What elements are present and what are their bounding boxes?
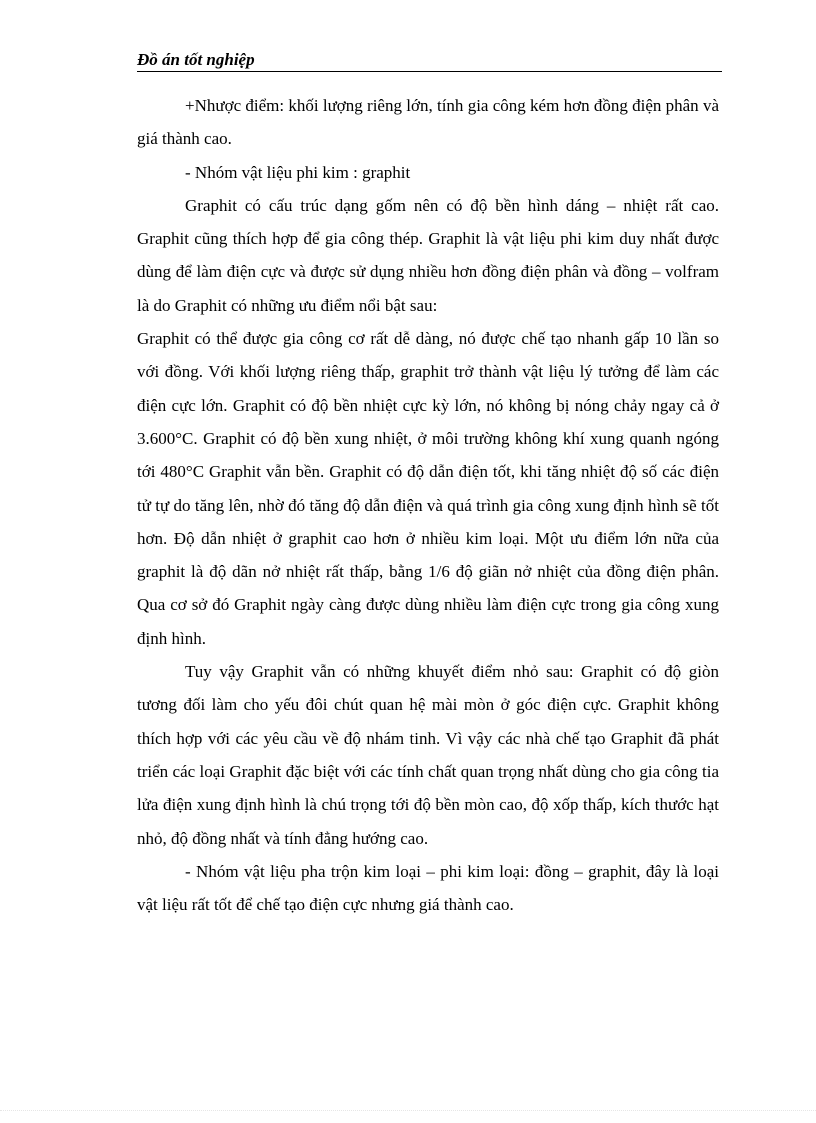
paragraph-mixed-materials: - Nhóm vật liệu pha trộn kim loại – phi kim loại: đồng – graphit, đây là loại vật liệu rất tốt để chế tạo điện cực nhưng giá thành cao. [137, 861, 719, 915]
header-divider [137, 71, 722, 72]
page-header-title: Đồ án tốt nghiệp [137, 50, 255, 69]
paragraph-graphite-drawbacks: Tuy vậy Graphit vẫn có những khuyết điểm nhỏ sau: Graphit có độ giòn tương đối làm cho yếu đôi chút quan hệ mài mòn ở góc điện cực. Graphit không thích hợp với các yêu cầu về độ nhám tinh. Vì vậy các nhà chế tạo Graphit đã phát triển các loại Graphit đặc biệt với các tính chất quan trọng nhất dùng cho gia công tia lửa điện xung định hình là chú trọng tới độ bền mòn cao, độ xốp thấp, kích thước hạt nhỏ, độ đồng nhất và tính đẳng hướng cao. [137, 662, 719, 848]
paragraph-graphite-structure: Graphit có cấu trúc dạng gốm nên có độ bền hình dáng – nhiệt rất cao. Graphit cũng thích hợp để gia công thép. Graphit là vật liệu phi kim duy nhất được dùng để làm điện cực và được sử dụng nhiều hơn đồng điện phân và đồng – volfram là do Graphit có những ưu điểm nổi bật sau: [137, 195, 719, 315]
paragraph-disadvantages: +Nhược điểm: khối lượng riêng lớn, tính gia công kém hơn đồng điện phân và giá thành cao. [137, 96, 719, 149]
document-body [137, 89, 719, 921]
paragraph-nonmetal-group: - Nhóm vật liệu phi kim : graphit [185, 162, 411, 182]
paragraph-graphite-advantages: Graphit có thể được gia công cơ rất dễ dàng, nó được chế tạo nhanh gấp 10 lần so với đồng. Với khối lượng riêng thấp, graphit trở thành vật liệu lý tưởng để làm các điện cực lớn. Graphit có độ bền nhiệt cực kỳ lớn, nó không bị nóng chảy ngay cả ở 3.600°C. Graphit có độ bền xung nhiệt, ở môi trường không khí xung quanh ngóng tới 480°C Graphit vẫn bền. Graphit có độ dẫn điện tốt, khi tăng nhiệt độ số các điện tử tự do tăng lên, nhờ đó tăng độ dẫn điện và quá trình gia công xung định hình sẽ tốt hơn. Độ dẫn nhiệt ở graphit cao hơn ở nhiều kim loại. Một ưu điểm lớn nữa của graphit là độ dãn nở nhiệt rất thấp, bằng 1/6 độ giãn nở nhiệt của đồng điện phân. Qua cơ sở đó Graphit ngày càng được dùng nhiều làm điện cực trong gia công xung định hình. [137, 329, 719, 648]
footer-divider [0, 1110, 816, 1111]
